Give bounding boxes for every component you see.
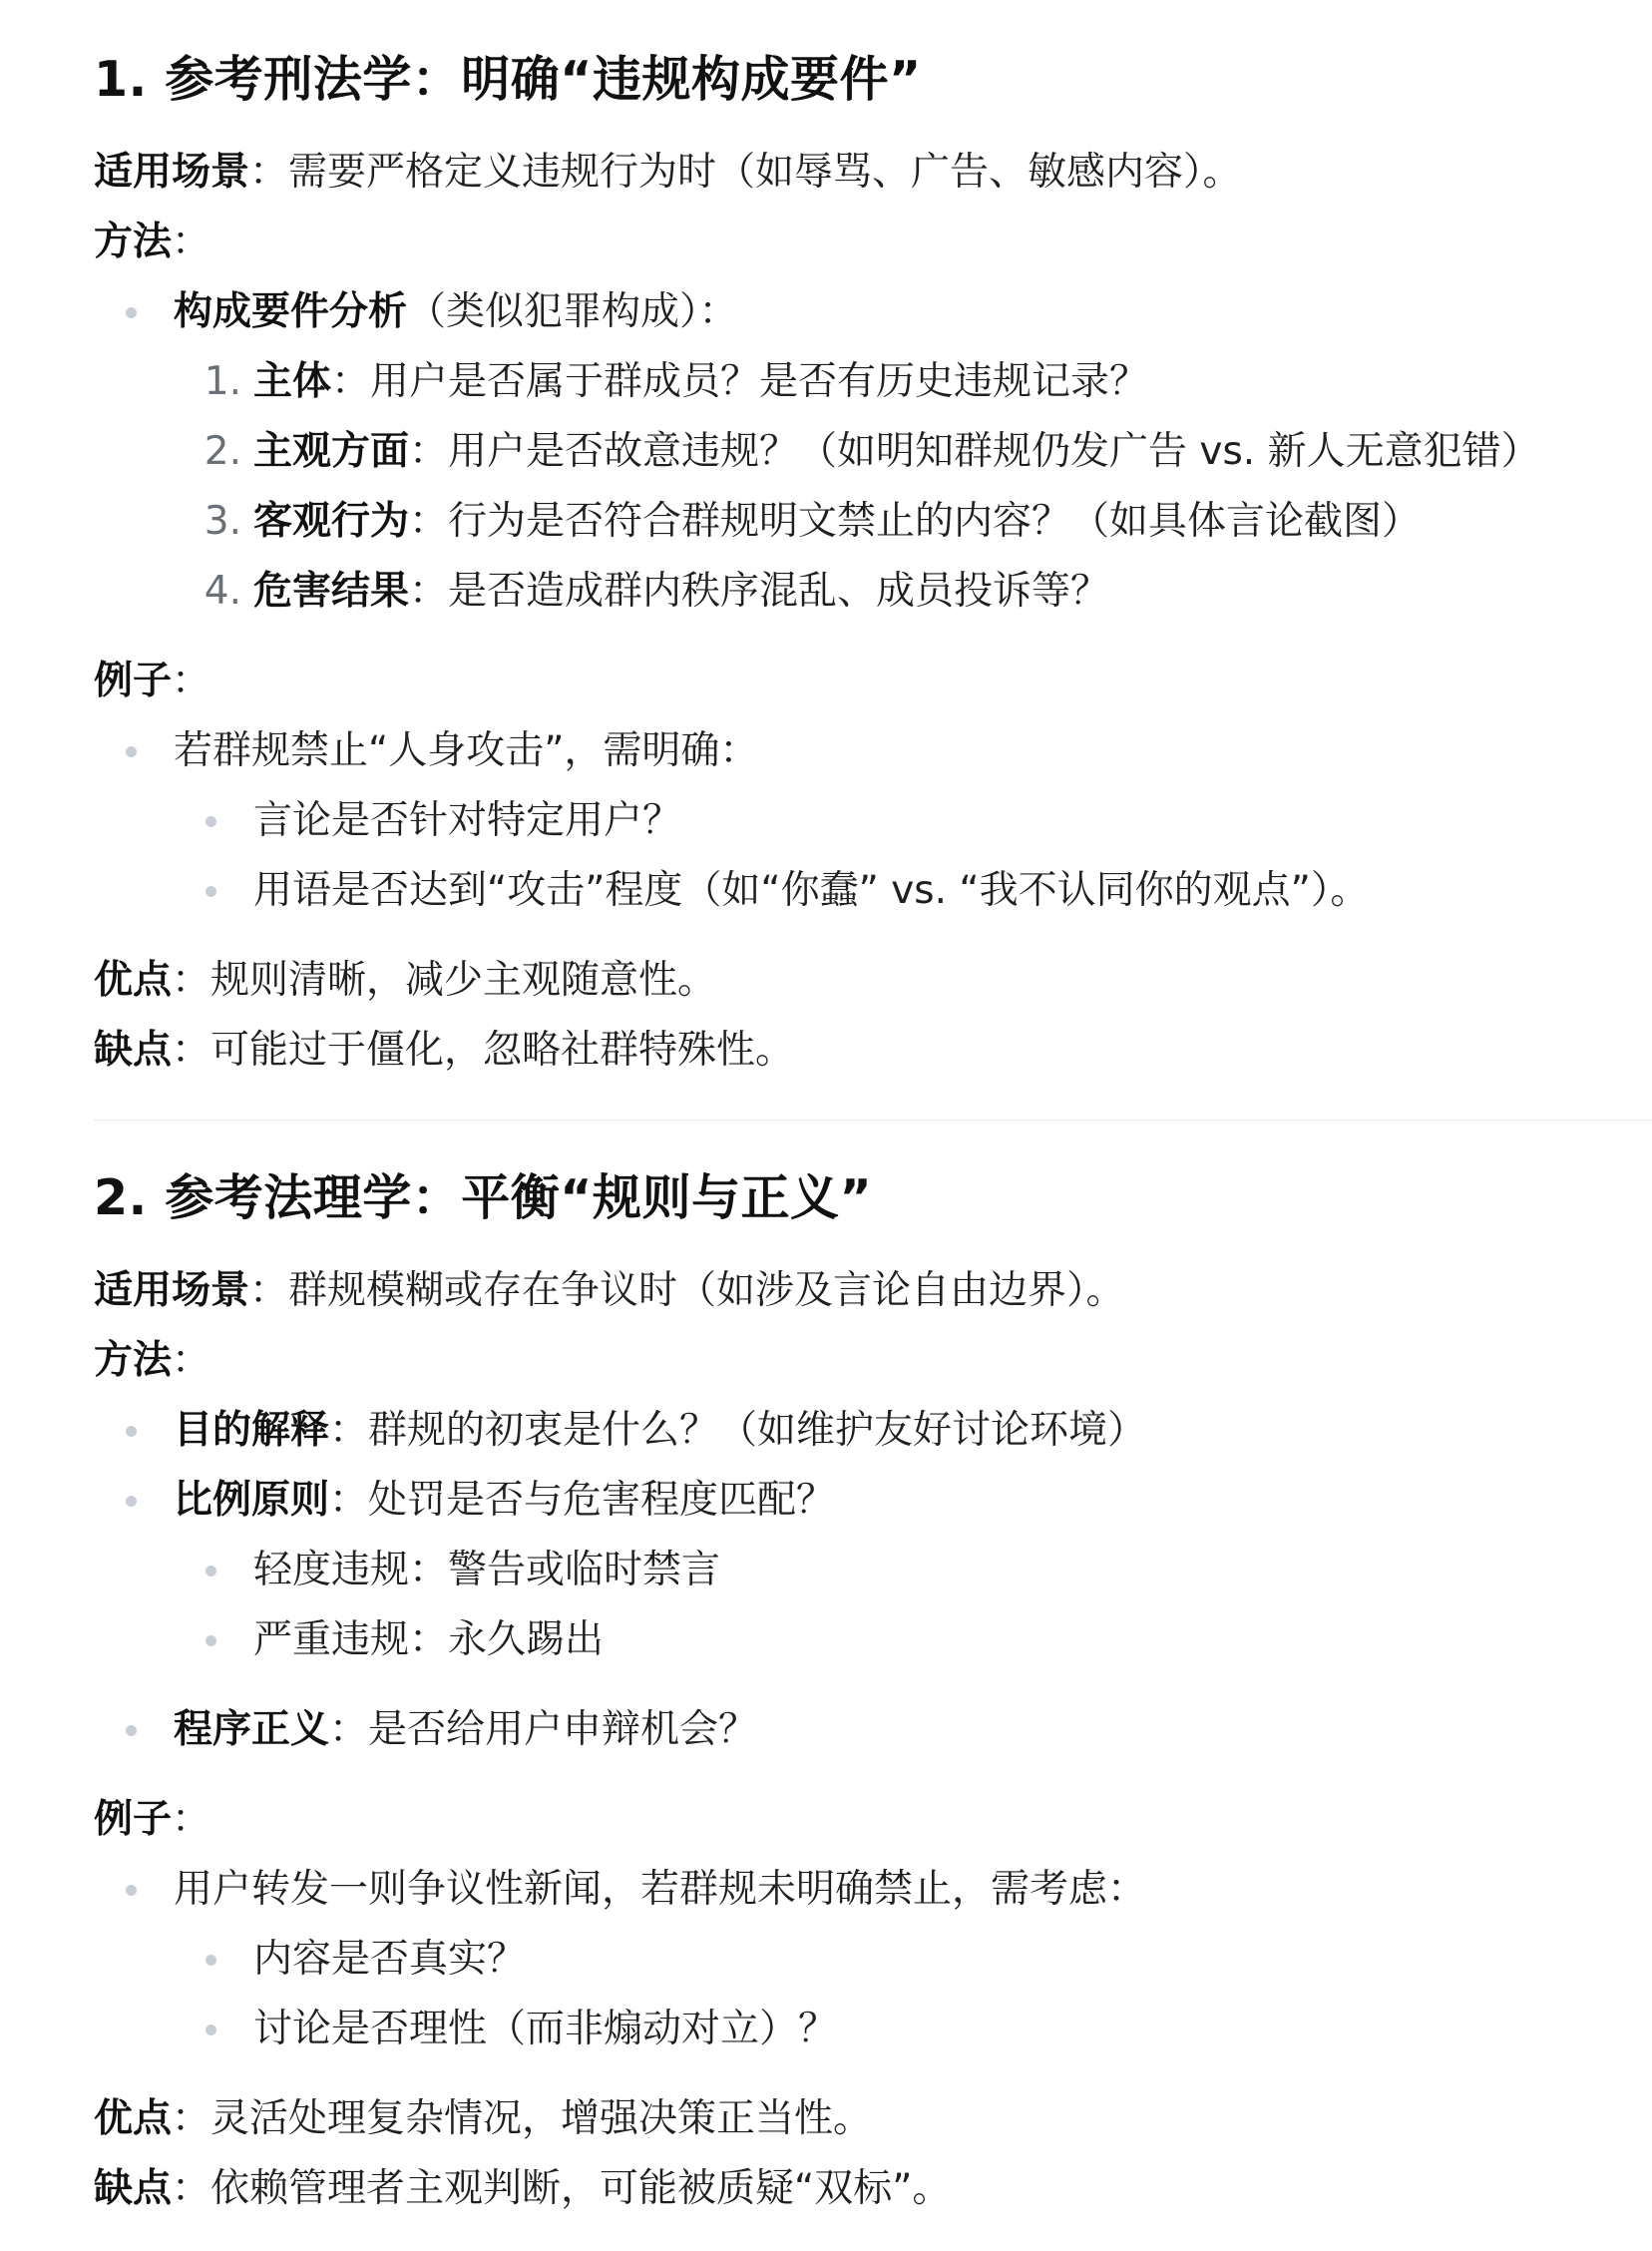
numbered-item-3 — [94, 487, 1650, 557]
document-body — [94, 40, 1650, 2224]
element-text: ：用户是否属于群成员？是否有历史违规记录？ — [331, 359, 1149, 404]
list-item — [94, 716, 1650, 786]
bullet-icon — [126, 1496, 137, 1507]
sub-list-item — [94, 786, 1650, 856]
scenario-text: ：群规模糊或存在争议时（如涉及言论自由边界）。 — [249, 1268, 1125, 1313]
example-bullet: 用户转发一则争议性新闻，若群规未明确禁止，需考虑： — [174, 1867, 1147, 1912]
method-label: 方法 — [94, 1338, 173, 1383]
cons-text: ：可能过于僵化，忽略社群特殊性。 — [172, 1028, 795, 1073]
bullet-icon — [206, 2025, 216, 2035]
pros-label: 优点 — [94, 958, 173, 1003]
cons-line — [94, 1016, 1650, 1086]
procedure-text: ：是否给用户申辩机会？ — [329, 1707, 758, 1752]
example-sub-text: 讨论是否理性（而非煽动对立）？ — [253, 2007, 838, 2051]
bullet-icon — [126, 1725, 137, 1736]
example-label: 例子 — [94, 659, 173, 703]
scenario-line — [94, 1256, 1650, 1326]
sub-list-item — [94, 856, 1650, 926]
element-text: ：行为是否符合群规明文禁止的内容？（如具体言论截图） — [409, 499, 1422, 544]
example-sub-text: 内容是否真实？ — [253, 1937, 527, 1982]
bullet-icon — [126, 1426, 137, 1437]
sub-list-item — [94, 1536, 1650, 1605]
bullet-icon — [126, 307, 137, 318]
section-1-heading: 1. 参考刑法学：明确“违规构成要件” — [94, 51, 922, 108]
element-bold: 主观方面 — [253, 429, 410, 474]
list-item — [94, 277, 1650, 347]
list-number: 2. — [204, 429, 241, 474]
example-sub-text: 言论是否针对特定用户？ — [253, 798, 682, 843]
proportion-sub-text: 严重违规：永久踢出 — [253, 1617, 605, 1662]
section-2-heading: 2. 参考法理学：平衡“规则与正义” — [94, 1169, 873, 1226]
list-item — [94, 1466, 1650, 1536]
example-colon: ： — [172, 1797, 211, 1842]
numbered-item-1 — [94, 347, 1650, 417]
scenario-label: 适用场景 — [94, 1268, 250, 1313]
method-bullet-bold: 构成要件分析 — [174, 289, 408, 334]
element-bold: 主体 — [253, 359, 332, 404]
numbered-item-2 — [94, 417, 1650, 487]
element-text: ：用户是否故意违规？（如明知群规仍发广告 vs. 新人无意犯错） — [409, 429, 1540, 474]
sub-list-item — [94, 1605, 1650, 1675]
cons-label: 缺点 — [94, 1028, 173, 1073]
list-item — [94, 1695, 1650, 1765]
element-bold: 客观行为 — [253, 499, 410, 544]
purpose-text: ：群规的初衷是什么？（如维护友好讨论环境） — [329, 1408, 1147, 1453]
list-number: 3. — [204, 499, 241, 544]
list-number: 4. — [204, 569, 241, 614]
scenario-label: 适用场景 — [94, 150, 250, 195]
bullet-icon — [206, 886, 216, 897]
scenario-text: ：需要严格定义违规行为时（如辱骂、广告、敏感内容）。 — [249, 150, 1242, 195]
procedure-bold: 程序正义 — [174, 1707, 330, 1752]
element-bold: 危害结果 — [253, 569, 410, 614]
element-text: ：是否造成群内秩序混乱、成员投诉等？ — [409, 569, 1110, 614]
bullet-icon — [206, 816, 216, 827]
bullet-icon — [206, 1955, 216, 1966]
proportion-bold: 比例原则 — [174, 1478, 330, 1523]
cons-label: 缺点 — [94, 2166, 173, 2211]
cons-line — [94, 2154, 1650, 2224]
purpose-bold: 目的解释 — [174, 1408, 330, 1453]
example-label: 例子 — [94, 1797, 173, 1842]
pros-line — [94, 2084, 1650, 2154]
proportion-sub-text: 轻度违规：警告或临时禁言 — [253, 1548, 721, 1592]
method-colon: ： — [172, 1338, 211, 1383]
example-bullet: 若群规禁止“人身攻击”，需明确： — [174, 728, 759, 773]
method-line — [94, 1326, 1650, 1396]
cons-text: ：依赖管理者主观判断，可能被质疑“双标”。 — [172, 2166, 952, 2211]
example-line — [94, 647, 1650, 716]
sub-list-item — [94, 1925, 1650, 1995]
method-colon: ： — [172, 220, 211, 264]
list-item — [94, 1396, 1650, 1466]
pros-line — [94, 946, 1650, 1016]
pros-label: 优点 — [94, 2096, 173, 2141]
method-label: 方法 — [94, 220, 173, 264]
bullet-icon — [206, 1566, 216, 1576]
pros-text: ：规则清晰，减少主观随意性。 — [172, 958, 717, 1003]
example-line — [94, 1785, 1650, 1855]
list-number: 1. — [204, 359, 241, 404]
section-divider — [94, 1120, 1652, 1121]
numbered-item-4 — [94, 557, 1650, 627]
proportion-text: ：处罚是否与危害程度匹配？ — [329, 1478, 836, 1523]
example-colon: ： — [172, 659, 211, 703]
bullet-icon — [126, 1885, 137, 1896]
bullet-icon — [126, 746, 137, 757]
sub-list-item — [94, 1995, 1650, 2064]
method-line — [94, 208, 1650, 277]
example-sub-text: 用语是否达到“攻击”程度（如“你蠢” vs. “我不认同你的观点”）。 — [253, 868, 1370, 913]
method-bullet-text: （类似犯罪构成）： — [407, 289, 738, 334]
bullet-icon — [206, 1635, 216, 1646]
pros-text: ：灵活处理复杂情况，增强决策正当性。 — [172, 2096, 873, 2141]
list-item — [94, 1855, 1650, 1925]
scenario-line — [94, 138, 1650, 208]
